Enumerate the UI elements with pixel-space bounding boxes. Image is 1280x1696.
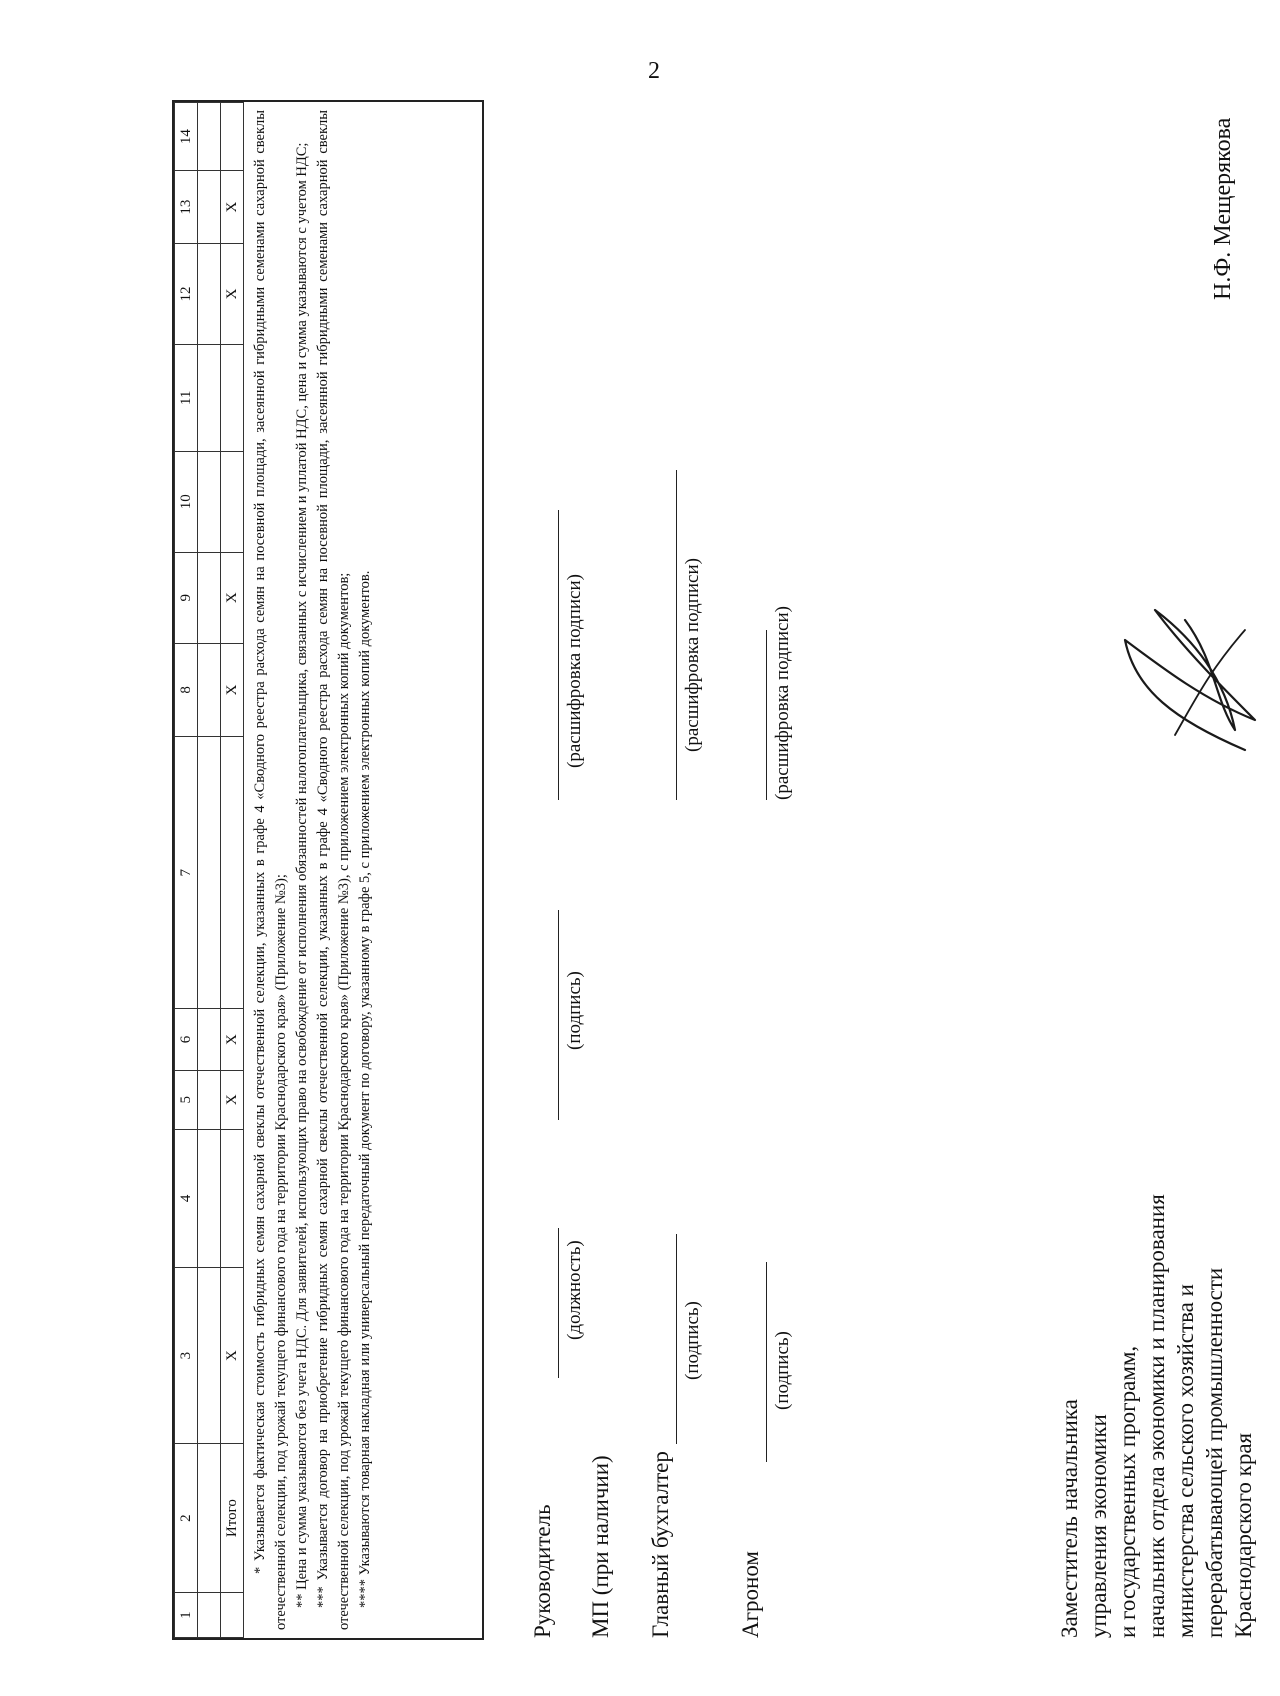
- position-caption: (должность): [564, 1240, 585, 1340]
- official-title-line: управления экономики: [1086, 1414, 1111, 1638]
- accountant-label: Главный бухгалтер: [648, 1451, 673, 1638]
- decoding-caption: (расшифровка подписи): [682, 558, 703, 752]
- footnotes: [244, 102, 380, 1638]
- column-number: 9: [175, 552, 198, 643]
- signature-caption: (подпись): [772, 1331, 793, 1410]
- column-number: 10: [175, 451, 198, 552]
- signature-line: [676, 1234, 677, 1444]
- column-number: 11: [175, 345, 198, 452]
- official-title-line: и государственных программ,: [1115, 1345, 1140, 1638]
- column-number: 2: [175, 1444, 198, 1593]
- footnote: * Указывается фактическая стоимость гибридных семян сахарной свеклы отечественной селекции, указанных в графе 4 «Сводного реестра расхода семян на посевной площади, засеянной гибридными семенами сахарной свеклы отечественной селекции, под урожай текущего финансового года на территории Краснодарского края» (Приложение №3);: [252, 110, 289, 1630]
- signature-line: [766, 1262, 767, 1462]
- total-cell: X: [221, 1009, 244, 1071]
- column-number: 8: [175, 643, 198, 737]
- form-table: [174, 102, 244, 1638]
- decoding-caption: (расшифровка подписи): [772, 606, 793, 800]
- total-cell: [221, 1129, 244, 1268]
- column-number: 3: [175, 1268, 198, 1444]
- rotated-page-content: [160, 100, 1280, 1640]
- footnote: ** Цена и сумма указываются без учета НДС. Для заявителей, использующих право на освобождение от исполнения обязанностей налогоплательщика, связанных с исчислением и уплатой НДС, цена и сумма указываются с учетом НДС;: [294, 142, 310, 1608]
- form-table-section: [172, 100, 484, 1640]
- total-cell: X: [221, 552, 244, 643]
- total-cell: X: [221, 1268, 244, 1444]
- decoding-line: [676, 470, 677, 800]
- official-title-line: министерства сельского хозяйства и: [1173, 1284, 1198, 1638]
- total-cell: [221, 737, 244, 1009]
- column-number: 14: [175, 103, 198, 171]
- column-number: 6: [175, 1009, 198, 1071]
- official-title-block: [1055, 858, 1258, 1638]
- column-number-row: [175, 103, 198, 1638]
- total-cell: [221, 1593, 244, 1638]
- official-title-line: начальник отдела экономики и планирования: [1144, 1194, 1169, 1638]
- footnote: **** Указываются товарная накладная или универсальный передаточный документ по договору, указанному в графе 5, с приложением электронных копий документов.: [357, 570, 373, 1608]
- decoding-caption: (расшифровка подписи): [564, 574, 585, 768]
- column-number: 13: [175, 171, 198, 243]
- total-cell: [221, 451, 244, 552]
- decoding-line: [558, 510, 559, 800]
- signature-caption: (подпись): [682, 1301, 703, 1380]
- page-number: 2: [648, 58, 660, 84]
- official-title-line: Краснодарского края: [1231, 1432, 1256, 1638]
- total-label: Итого: [221, 1444, 244, 1593]
- total-cell: [221, 345, 244, 452]
- empty-row: [198, 103, 221, 1638]
- handwritten-signature: [1115, 600, 1265, 760]
- total-cell: X: [221, 1070, 244, 1129]
- footnote: *** Указывается договор на приобретение гибридных семян сахарной свеклы отечественной селекции, указанных в графе 4 «Сводного реестра расхода семян на посевной площади, засеянной гибридными семенами сахарной свеклы отечественной селекции, под урожай текущего финансового года на территории Краснодарского края» (Приложение №3), с приложением электронных копий документов;: [315, 110, 352, 1630]
- column-number: 4: [175, 1129, 198, 1268]
- total-row: [221, 103, 244, 1638]
- column-number: 1: [175, 1593, 198, 1638]
- total-cell: X: [221, 243, 244, 344]
- signature-line: [558, 910, 559, 1120]
- agronomist-label: Агроном: [738, 1551, 763, 1638]
- total-cell: [221, 103, 244, 171]
- total-cell: X: [221, 643, 244, 737]
- position-line: [558, 1228, 559, 1378]
- column-number: 12: [175, 243, 198, 344]
- official-title-line: Заместитель начальника: [1057, 1399, 1082, 1638]
- head-label: Руководитель: [530, 1504, 555, 1638]
- official-title-line: перерабатывающей промышленности: [1202, 1267, 1227, 1638]
- column-number: 7: [175, 737, 198, 1009]
- total-cell: X: [221, 171, 244, 243]
- signature-caption: (подпись): [564, 971, 585, 1050]
- official-name: Н.Ф. Мещерякова: [1210, 117, 1236, 300]
- stamp-label: МП (при наличии): [588, 1455, 613, 1638]
- column-number: 5: [175, 1070, 198, 1129]
- decoding-line: [766, 630, 767, 800]
